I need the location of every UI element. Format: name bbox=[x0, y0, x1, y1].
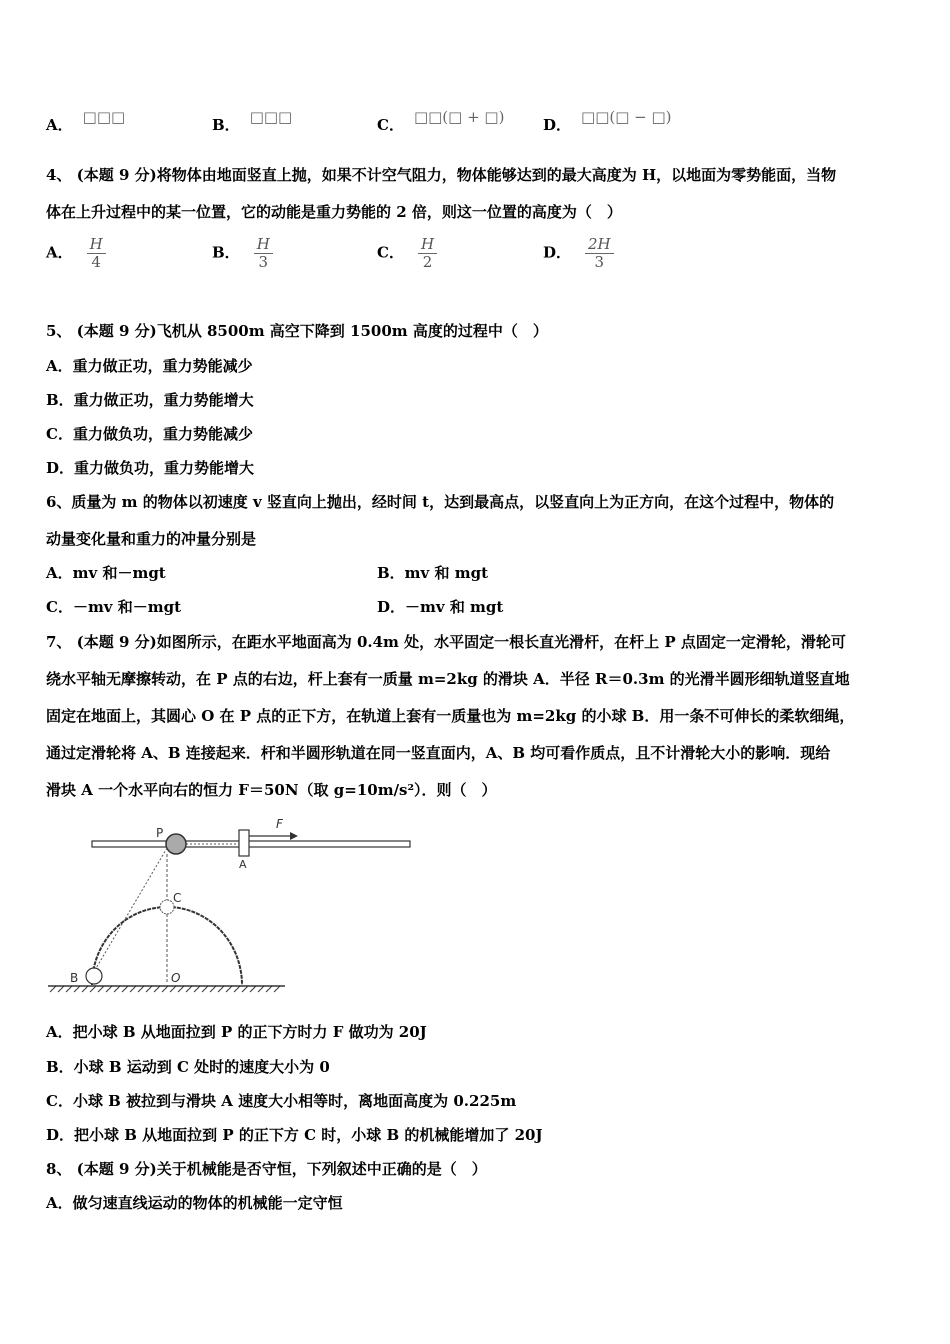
q6-stem-line2: 动量变化量和重力的冲量分别是 bbox=[46, 530, 257, 548]
q3-option-b-formula: □□□ bbox=[249, 108, 293, 126]
q5-option-c: C．重力做负功，重力势能减少 bbox=[46, 425, 253, 443]
q7-stem-line5: 滑块 A 一个水平向右的恒力 F＝50N（取 g=10m/s²）．则（ ） bbox=[46, 781, 497, 799]
q4-option-b-label: B． bbox=[212, 243, 240, 262]
slider-a bbox=[239, 830, 249, 856]
q4-stem-line1: 4、 (本题 9 分)将物体由地面竖直上抛，如果不计空气阻力，物体能够达到的最大高度为 H，以地面为零势能面，当物 bbox=[46, 166, 837, 184]
q4-option-d bbox=[543, 236, 614, 271]
q6-stem-line1: 6、质量为 m 的物体以初速度 v 竖直向上抛出，经时间 t，达到最高点，以竖直向上为正方向，在这个过程中，物体的 bbox=[46, 493, 835, 511]
q4-option-d-label: D． bbox=[543, 243, 572, 262]
q7-stem-line1: 7、 (本题 9 分)如图所示，在距水平地面高为 0.4m 处，水平固定一根长直光滑杆，在杆上 P 点固定一定滑轮，滑轮可 bbox=[46, 633, 846, 651]
label-o: O bbox=[171, 971, 181, 985]
label-p: P bbox=[156, 826, 164, 840]
q7-option-b: B．小球 B 运动到 C 处时的速度大小为 0 bbox=[46, 1058, 330, 1076]
q4-option-a bbox=[46, 236, 106, 271]
label-c: C bbox=[173, 891, 182, 905]
q4-option-a-fraction bbox=[87, 236, 106, 271]
q7-stem-line4: 通过定滑轮将 A、B 连接起来．杆和半圆形轨道在同一竖直面内，A、B 均可看作质点，且不计滑轮大小的影响．现给 bbox=[46, 744, 831, 762]
q5-stem: 5、 (本题 9 分)飞机从 8500m 高空下降到 1500m 高度的过程中（ ） bbox=[46, 322, 548, 340]
q6-option-c: C．－mv 和－mgt bbox=[46, 598, 182, 616]
q5-option-b: B．重力做正功，重力势能增大 bbox=[46, 391, 254, 409]
q3-option-d-formula: □□(□ − □) bbox=[581, 108, 672, 126]
q6-option-b: B．mv 和 mgt bbox=[377, 564, 488, 582]
q3-option-c bbox=[377, 108, 505, 135]
q6-option-d: D．－mv 和 mgt bbox=[377, 598, 504, 616]
pulley-p bbox=[166, 834, 186, 854]
q4-option-c-label: C． bbox=[377, 243, 404, 262]
q6-option-a: A．mv 和－mgt bbox=[46, 564, 166, 582]
ball-c bbox=[160, 900, 174, 914]
q3-option-b-label: B． bbox=[212, 116, 240, 134]
q8-stem: 8、 (本题 9 分)关于机械能是否守恒，下列叙述中正确的是（ ） bbox=[46, 1160, 487, 1178]
q5-option-d: D．重力做负功，重力势能增大 bbox=[46, 459, 255, 477]
label-a: A bbox=[239, 858, 247, 871]
q7-option-a: A．把小球 B 从地面拉到 P 的正下方时力 F 做功为 20J bbox=[46, 1023, 427, 1041]
rod bbox=[92, 841, 410, 847]
q7-option-c: C．小球 B 被拉到与滑块 A 速度大小相等时，离地面高度为 0.225m bbox=[46, 1092, 517, 1110]
q4-option-c bbox=[377, 236, 437, 271]
q4-option-d-den: 3 bbox=[594, 253, 605, 271]
string-pb bbox=[95, 848, 167, 970]
q7-figure bbox=[40, 810, 420, 1000]
q4-option-c-den: 2 bbox=[422, 253, 433, 271]
q8-option-a: A．做匀速直线运动的物体的机械能一定守恒 bbox=[46, 1194, 343, 1212]
q3-option-d-label: D． bbox=[543, 116, 572, 134]
q4-option-d-fraction bbox=[585, 236, 614, 271]
q7-stem-line2: 绕水平轴无摩擦转动，在 P 点的右边，杆上套有一质量 m=2kg 的滑块 A．半径 R＝0.3m 的光滑半圆形细轨道竖直地 bbox=[46, 670, 850, 688]
q4-option-a-label: A． bbox=[46, 243, 73, 262]
q5-option-a: A．重力做正功，重力势能减少 bbox=[46, 357, 253, 375]
q3-option-c-label: C． bbox=[377, 116, 404, 134]
q4-option-c-num: H bbox=[418, 236, 437, 254]
q3-option-c-formula: □□(□ + □) bbox=[413, 108, 505, 126]
q4-option-c-fraction bbox=[418, 236, 437, 271]
q4-option-a-den: 4 bbox=[91, 253, 101, 271]
q3-option-a-formula: □□□ bbox=[82, 108, 126, 126]
q3-option-a-label: A． bbox=[46, 116, 73, 134]
q3-option-b bbox=[212, 108, 293, 135]
force-arrowhead bbox=[290, 832, 298, 840]
q4-option-a-num: H bbox=[87, 236, 106, 254]
ball-b bbox=[86, 968, 102, 984]
q3-option-a bbox=[46, 108, 126, 135]
q4-option-b-num: H bbox=[254, 236, 273, 254]
label-f: F bbox=[276, 817, 283, 831]
q4-option-d-num: 2H bbox=[585, 236, 614, 254]
q7-stem-line3: 固定在地面上，其圆心 O 在 P 点的正下方，在轨道上套有一质量也为 m=2kg 的小球 B．用一条不可伸长的柔软细绳， bbox=[46, 707, 855, 725]
ground-hatching bbox=[50, 986, 280, 992]
label-b: B bbox=[70, 971, 79, 985]
q4-option-b bbox=[212, 236, 273, 271]
q7-option-d: D．把小球 B 从地面拉到 P 的正下方 C 时，小球 B 的机械能增加了 20J bbox=[46, 1126, 543, 1144]
q4-stem-line2: 体在上升过程中的某一位置，它的动能是重力势能的 2 倍，则这一位置的高度为（ ） bbox=[46, 203, 622, 221]
q4-option-b-den: 3 bbox=[258, 253, 268, 271]
q4-option-b-fraction bbox=[254, 236, 273, 271]
q3-option-d bbox=[543, 108, 672, 135]
